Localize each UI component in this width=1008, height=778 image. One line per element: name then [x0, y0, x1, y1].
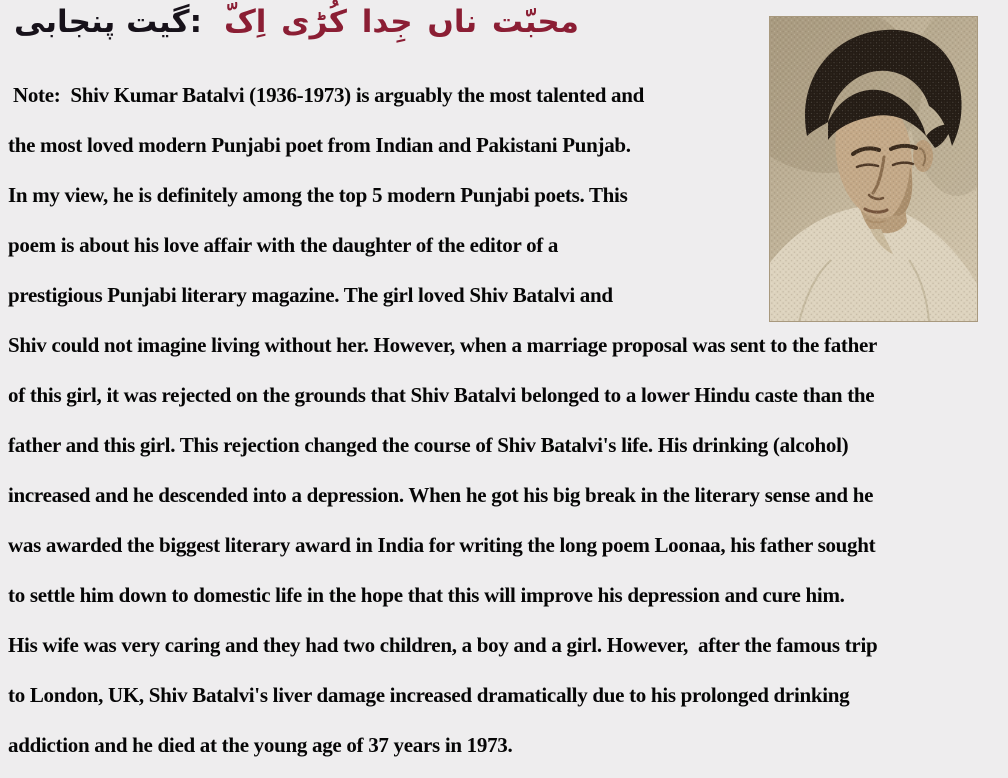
title-song-word: اِکّ: [223, 4, 267, 40]
title-song-word: جِدا: [361, 4, 413, 40]
note-line: of this girl, it was rejected on the grounds that Shiv Batalvi belonged to a lower Hindu caste than the: [8, 383, 875, 407]
title-song: [224, 4, 583, 40]
note-line: Shiv could not imagine living without her. However, when a marriage proposal was sent to the father: [8, 333, 878, 357]
title-label: [14, 4, 202, 40]
title-label-word: پنجابی: [14, 4, 116, 40]
page-title: [14, 4, 583, 60]
note-line: to settle him down to domestic life in the hope that this will improve his depression and cure him.: [8, 583, 845, 607]
title-song-word: ناں: [427, 4, 478, 40]
note-line: was awarded the biggest literary award in India for writing the long poem Loonaa, his father sought: [8, 533, 876, 557]
note-line: father and this girl. This rejection changed the course of Shiv Batalvi's life. His drinking (alcohol): [8, 433, 849, 457]
note-line: the most loved modern Punjabi poet from Indian and Pakistani Punjab.: [8, 133, 631, 157]
note-line: poem is about his love affair with the daughter of the editor of a: [8, 233, 559, 257]
note-line: addiction and he died at the young age of 37 years in 1973.: [8, 733, 513, 757]
note-line: Note: Shiv Kumar Batalvi (1936-1973) is arguably the most talented and: [8, 83, 645, 107]
note-line: In my view, he is definitely among the top 5 modern Punjabi poets. This: [8, 183, 628, 207]
title-label-word: گیت:: [126, 4, 202, 40]
title-song-word: کُڑی: [281, 4, 347, 40]
note-line: His wife was very caring and they had two children, a boy and a girl. However, after the famous trip: [8, 633, 878, 657]
note-line: prestigious Punjabi literary magazine. The girl loved Shiv Batalvi and: [8, 283, 613, 307]
note-text: [8, 70, 1002, 770]
title-song-word: محبّت: [491, 4, 579, 40]
note-line: to London, UK, Shiv Batalvi's liver damage increased dramatically due to his prolonged drinking: [8, 683, 850, 707]
note-line: increased and he descended into a depression. When he got his big break in the literary sense and he: [8, 483, 874, 507]
